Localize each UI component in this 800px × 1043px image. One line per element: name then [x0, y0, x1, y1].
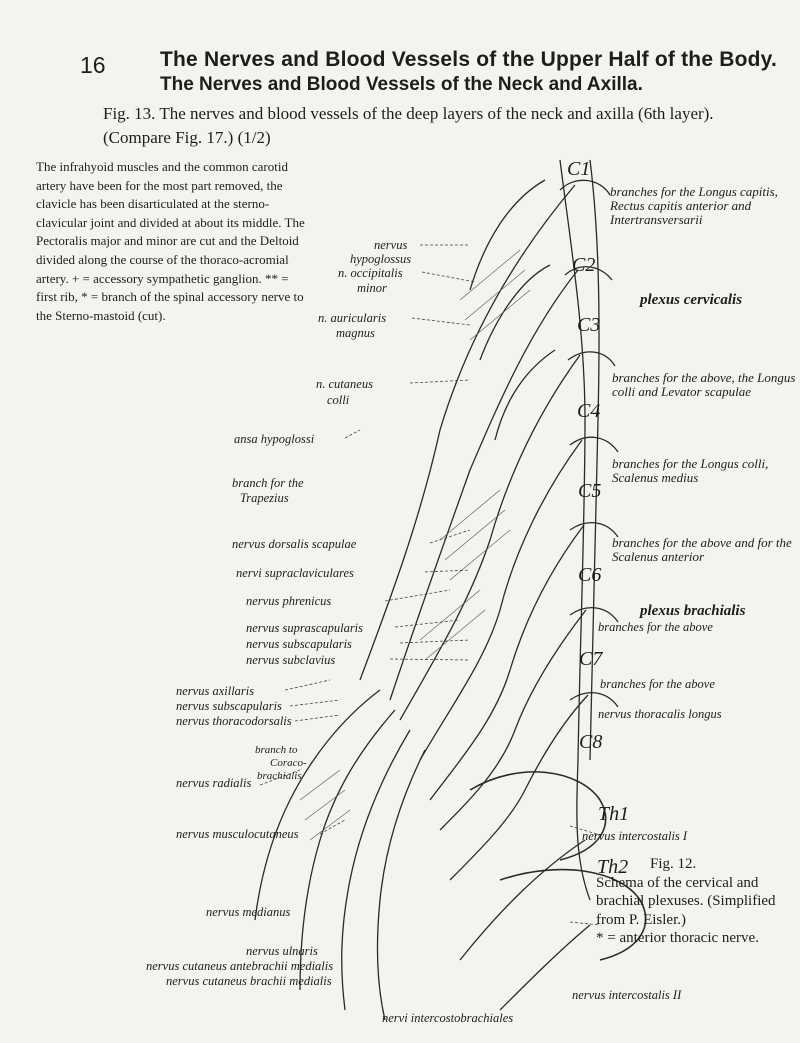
label-plexus-cervicalis: plexus cervicalis — [640, 292, 743, 308]
section-title: The Nerves and Blood Vessels of the Neck and Axilla. — [160, 74, 643, 95]
schema-fig-label: Fig. 12. — [650, 856, 697, 872]
label-hypoglossus-1: nervus — [374, 238, 408, 252]
label-ansa: ansa hypoglossi — [234, 432, 315, 446]
label-branches-longus-colli: branches for the above, the Longus colli and Levator scapulae — [612, 370, 796, 399]
label-phrenicus: nervus phrenicus — [246, 594, 332, 608]
label-thoracodorsalis: nervus thoracodorsalis — [176, 714, 292, 728]
schema-caption — [596, 855, 800, 948]
schema-note: * = anterior thoracic nerve. — [596, 930, 759, 946]
segment-c4: C4 — [577, 400, 601, 422]
segment-c1: C1 — [567, 158, 591, 180]
label-cutaneus-brachii: nervus cutaneus brachii medialis — [166, 974, 332, 988]
intro-text: The infrahyoid muscles and the common carotid artery have been for the most part removed, the clavicle has been disarticulated at the sterno-clavicular joint and divided at about its middle. The Pectoralis major and minor are cut and the Deltoid divided along the course of the thoraco-acromial artery. + = accessory sympathetic ganglion. ** = first rib, * = branch of the spinal accessory nerve to the Sterno-mastoid (cut). — [36, 159, 305, 323]
label-coraco-1: branch to — [255, 744, 298, 756]
label-trapezius-1: branch for the — [232, 476, 304, 490]
label-subscapularis: nervus subscapularis — [246, 637, 352, 651]
label-plexus-brachialis: plexus brachialis — [640, 603, 746, 619]
label-branches-above-1: branches for the above — [598, 620, 713, 634]
label-coraco-3: brachialis — [257, 770, 302, 782]
label-radialis: nervus radialis — [176, 776, 252, 790]
label-cutaneus-2: colli — [327, 393, 350, 407]
running-title: The Nerves and Blood Vessels of the Upper Half of the Body. — [160, 48, 778, 71]
label-branches-above-2: branches for the above — [600, 677, 715, 691]
label-subclavius: nervus subclavius — [246, 653, 336, 667]
label-occipitalis-1: n. occipitalis — [338, 266, 403, 280]
label-intercostalis-1: nervus intercostalis I — [582, 829, 688, 843]
segment-c6: C6 — [578, 564, 602, 586]
label-hypoglossus-2: hypoglossus — [350, 252, 412, 266]
label-musculocutaneus: nervus musculocutaneus — [176, 827, 299, 841]
label-occipitalis-2: minor — [357, 281, 387, 295]
label-coraco-2: Coraco- — [270, 757, 307, 769]
figure-caption: Fig. 13. The nerves and blood vessels of the deep layers of the neck and axilla (6th layer). (Compare Fig. 17.) (1/2) — [103, 104, 714, 147]
page-number: 16 — [80, 52, 106, 78]
label-auricularis-2: magnus — [336, 326, 375, 340]
label-subscapularis-2: nervus subscapularis — [176, 699, 282, 713]
label-axillaris: nervus axillaris — [176, 684, 255, 698]
label-supraclaviculares: nervi supraclaviculares — [236, 566, 354, 580]
label-auricularis-1: n. auricularis — [318, 311, 387, 325]
label-intercostobrachiales: nervi intercostobrachiales — [382, 1011, 514, 1025]
segment-c7: C7 — [579, 648, 603, 670]
label-cutaneus-1: n. cutaneus — [316, 377, 373, 391]
label-ulnaris: nervus ulnaris — [246, 944, 318, 958]
label-branches-longus-capitis: branches for the Longus capitis, Rectus capitis anterior and Intertransversarii — [610, 184, 778, 227]
label-suprascapularis: nervus suprascapularis — [246, 621, 364, 635]
schema-text: Schema of the cervical and brachial plexuses. (Simplified from P. Eisler.) — [596, 874, 776, 928]
label-medianus: nervus medianus — [206, 905, 291, 919]
label-cutaneus-antebrachii: nervus cutaneus antebrachii medialis — [146, 959, 334, 973]
segment-c3: C3 — [577, 314, 601, 336]
label-branches-scalenus-anterior: branches for the above and for the Scalenus anterior — [612, 535, 792, 564]
segment-c8: C8 — [579, 731, 603, 753]
label-trapezius-2: Trapezius — [240, 491, 289, 505]
segment-c2: C2 — [572, 254, 596, 276]
label-thoracalis-longus: nervus thoracalis longus — [598, 707, 722, 721]
segment-th1: Th1 — [598, 803, 630, 825]
label-dorsalis-scapulae: nervus dorsalis scapulae — [232, 537, 357, 551]
segment-c5: C5 — [578, 480, 602, 502]
label-branches-scalenus-medius: branches for the Longus colli, Scalenus medius — [612, 456, 769, 485]
label-intercostalis-2: nervus intercostalis II — [572, 988, 682, 1002]
segment-th2: Th2 — [597, 856, 629, 878]
